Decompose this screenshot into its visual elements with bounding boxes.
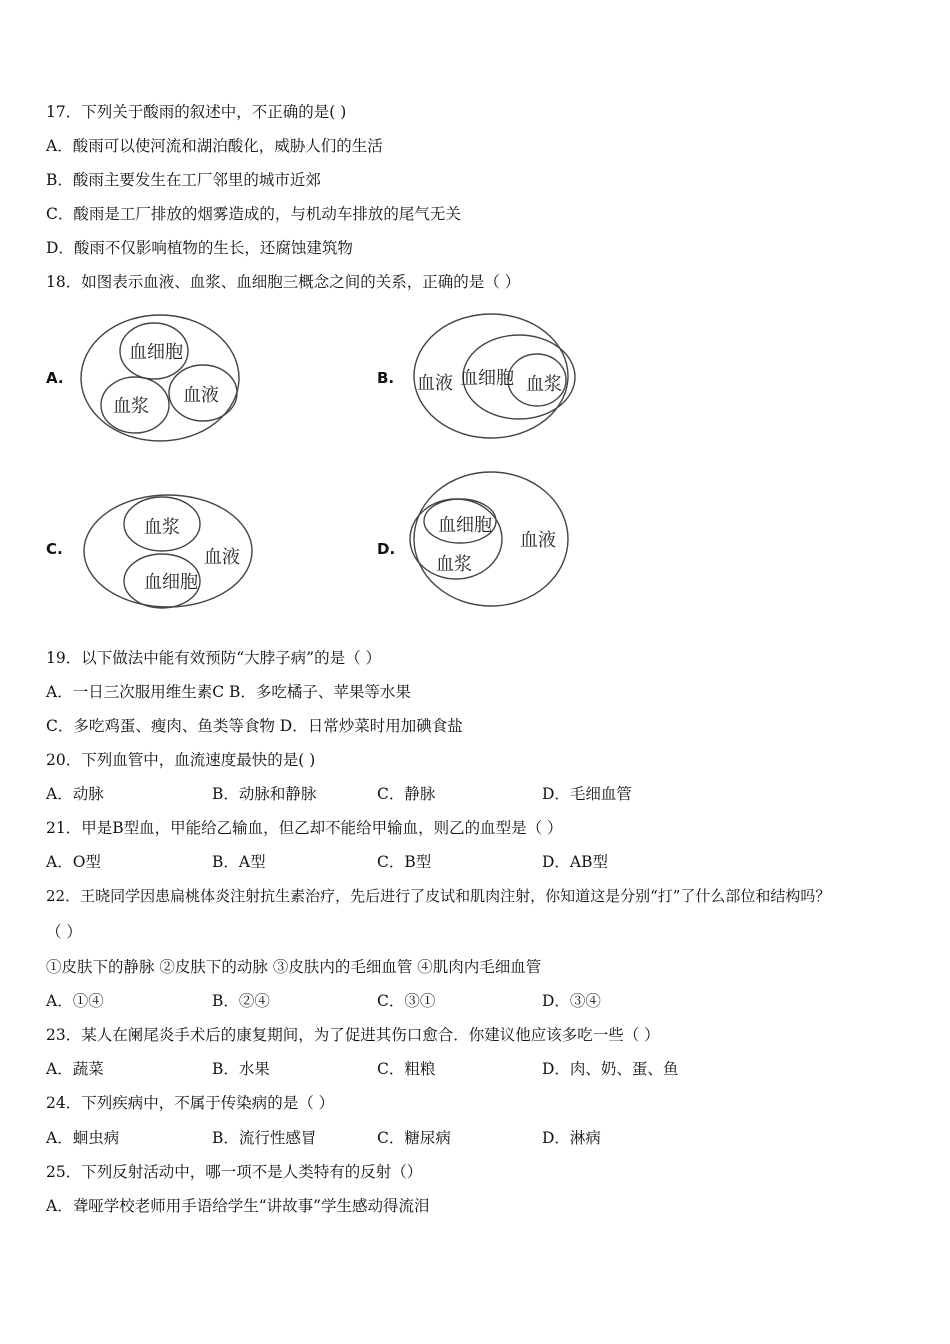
venn-d-cells-label: 血细胞 [438,515,492,536]
q17-option-d: D．酸雨不仅影响植物的生长，还腐蚀建筑物 [46,239,353,257]
q22-paren: （ ） [46,923,82,941]
q21-option-c: C．B型 [377,853,432,871]
q24-stem: 24．下列疾病中，不属于传染病的是（ ） [46,1094,335,1112]
q25-option-a: A．聋哑学校老师用手语给学生“讲故事”学生感动得流泪 [46,1197,430,1215]
venn-c-cells-label: 血细胞 [144,572,198,593]
venn-diagram-c [78,490,258,614]
q22-option-c: C．③① [377,992,436,1010]
q20-option-b: B．动脉和静脉 [212,785,317,803]
q23-option-d: D．肉、奶、蛋、鱼 [542,1060,679,1078]
q18-stem: 18．如图表示血液、血浆、血细胞三概念之间的关系，正确的是（ ） [46,273,521,291]
q17-stem: 17．下列关于酸雨的叙述中，不正确的是( ) [46,103,347,121]
venn-a-blood-label: 血液 [183,385,219,406]
q17-option-c: C．酸雨是工厂排放的烟雾造成的，与机动车排放的尾气无关 [46,205,461,223]
venn-c-plasma-label: 血浆 [144,517,180,538]
q24-option-d: D．淋病 [542,1129,601,1147]
q22-option-d: D．③④ [542,992,601,1010]
q23-option-a: A．蔬菜 [46,1060,104,1078]
venn-a-cells-label: 血细胞 [129,342,183,363]
q24-option-a: A．蛔虫病 [46,1129,120,1147]
q20-option-a: A．动脉 [46,785,104,803]
venn-d-plasma-label: 血浆 [436,554,472,575]
q18-letter-d: D. [377,540,396,558]
q20-option-d: D．毛细血管 [542,785,632,803]
q17-option-b: B．酸雨主要发生在工厂邻里的城市近郊 [46,171,321,189]
q19-stem: 19．以下做法中能有效预防“大脖子病”的是（ ） [46,649,381,667]
q25-stem: 25．下列反射活动中，哪一项不是人类特有的反射（） [46,1163,423,1181]
q22-option-b: B．②④ [212,992,270,1010]
venn-diagram-d [408,466,578,612]
q20-option-c: C．静脉 [377,785,436,803]
venn-diagram-a [75,310,245,448]
q19-options-ab: A．一日三次服用维生素C B．多吃橘子、苹果等水果 [46,683,411,701]
venn-c-blood-label: 血液 [204,547,240,568]
q20-stem: 20．下列血管中，血流速度最快的是( ) [46,751,316,769]
venn-b-plasma-label: 血浆 [526,374,562,395]
q21-option-a: A．O型 [46,853,101,871]
q24-option-c: C．糖尿病 [377,1129,451,1147]
venn-b-blood-label: 血液 [417,373,453,394]
venn-a-plasma-label: 血浆 [113,396,149,417]
q21-stem: 21．甲是B型血，甲能给乙输血，但乙却不能给甲输血，则乙的血型是（ ） [46,819,563,837]
q22-stem: 22．王晓同学因患扁桃体炎注射抗生素治疗，先后进行了皮试和肌肉注射，你知道这是分别“打”了什么部位和结构吗？ [46,887,831,905]
q18-letter-c: C. [46,540,63,558]
q23-option-c: C．粗粮 [377,1060,436,1078]
q23-stem: 23．某人在阑尾炎手术后的康复期间，为了促进其伤口愈合．你建议他应该多吃一些（ ） [46,1026,660,1044]
q18-letter-b: B. [377,369,395,387]
q21-option-b: B．A型 [212,853,266,871]
q21-option-d: D．AB型 [542,853,609,871]
venn-b-cells-label: 血细胞 [460,368,514,389]
q22-option-a: A．①④ [46,992,104,1010]
q22-items: ①皮肤下的静脉 ②皮肤下的动脉 ③皮肤内的毛细血管 ④肌肉内毛细血管 [46,958,542,976]
venn-d-blood-label: 血液 [520,530,556,551]
venn-diagram-b [408,308,578,446]
q19-options-cd: C．多吃鸡蛋、瘦肉、鱼类等食物 D．日常炒菜时用加碘食盐 [46,717,463,735]
q18-letter-a: A. [46,369,64,387]
q17-option-a: A．酸雨可以使河流和湖泊酸化，威胁人们的生活 [46,137,383,155]
q24-option-b: B．流行性感冒 [212,1129,317,1147]
q23-option-b: B．水果 [212,1060,270,1078]
